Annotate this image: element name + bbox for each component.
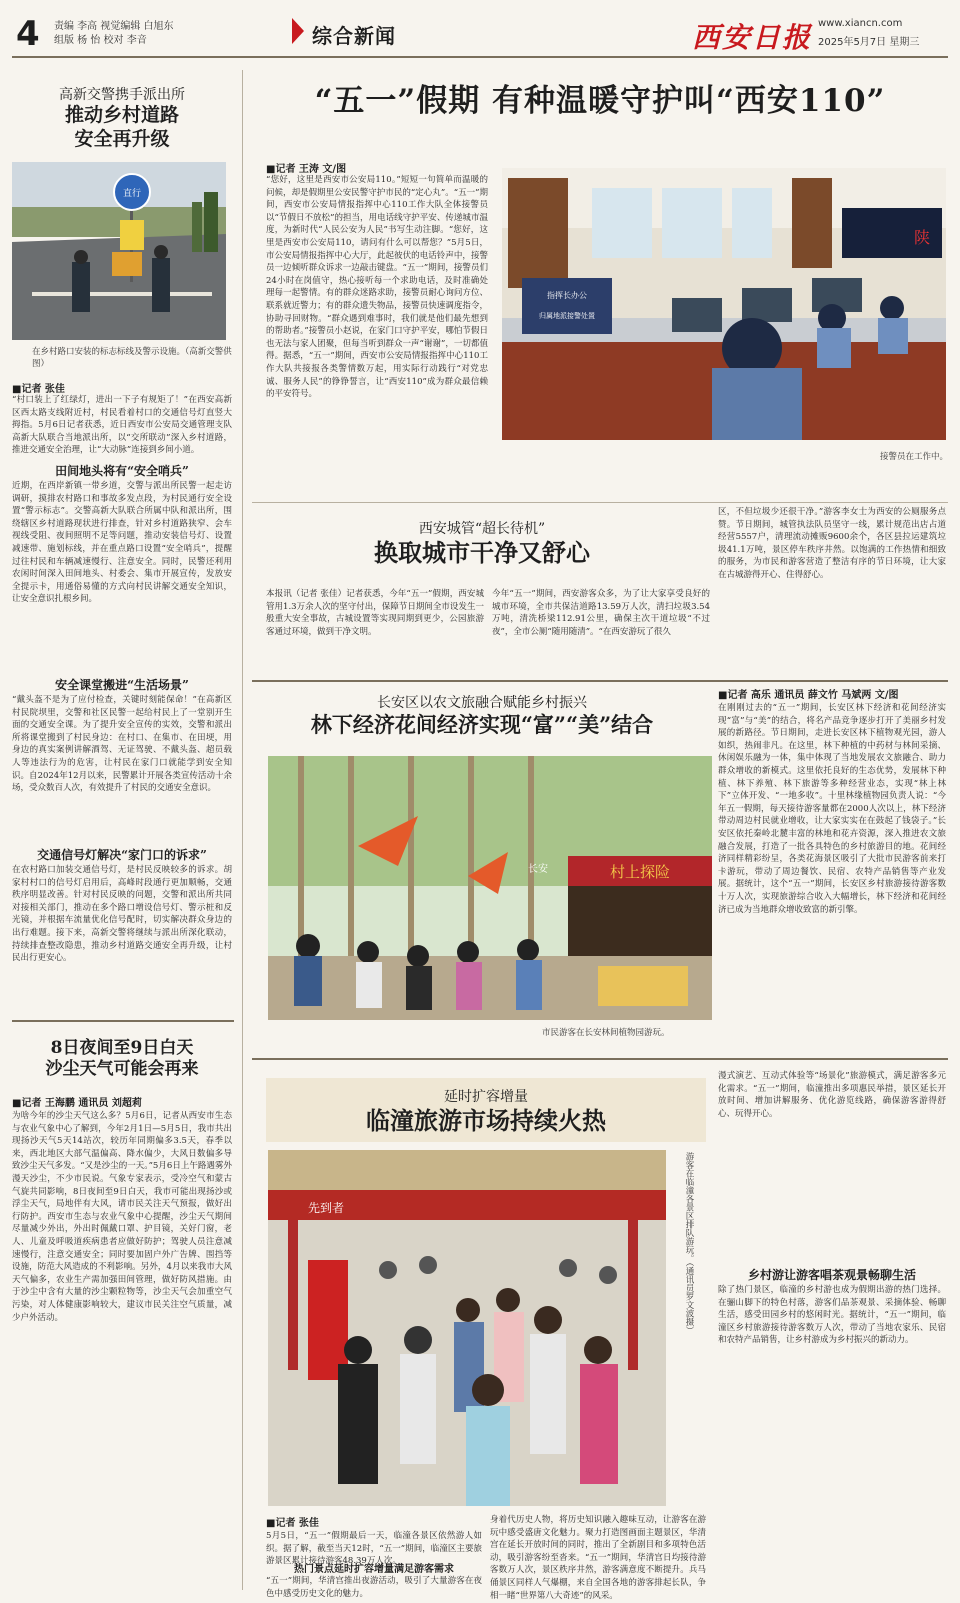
traffic-photo-image [12,162,226,340]
lintong-photo-caption: 游客在临潼各景区排队游玩。（通讯员罗文波摄） [684,1152,694,1335]
sanitation-body-2: 今年“五一”期间，西安游客众多，为了让大家享受良好的城市环境，全市共保洁道路13.59万人次，清扫垃圾3.54万吨，清洗桥梁112.91公里，确保主次干道垃圾“不过夜”，全市公厕“随用随清”。“在西安游玩了很久 [492,589,710,637]
byline-110: ■记者 王涛 文/图 [266,164,347,175]
lintong-body-3b: 除了热门景区，临潼的乡村游也成为假期出游的热门选择。在骊山脚下的特色村落，游客们品茶观景、采摘体验、畅聊生活，感受田园乡村的悠闲时光。据统计，“五一”期间，临潼区乡村旅游接待游客数万人次，带动了当地农家乐、民宿和农特产品销售，让乡村游成为乡村振兴的新动力。 [718,1285,946,1346]
forest-headline: 林下经济花间经济实现“富”“美”结合 [310,712,654,737]
editors-credit [54,20,174,48]
rule-under-110 [252,502,948,503]
traffic-para-1: 近期，在西岸新镇一带乡道，交警与派出所民警一起走访调研，摸排农村路口和事故多发点段，为村民通行安全设置“警示标志”。交警高新大队联合所属中队和派出所，围绕辖区乡村道路现状进行排查，针对乡村道路狭窄、会车视线受阻、夜间照明不足等问题，推动安装信号灯、设置减速带、施划标线，并在重点路口设置“安全哨兵”，提醒过往村民和车辆减速慢行、注意安全。同时，民警还利用农闲时间深入田间地头、村委会、集市开展宣传，发放安全提示卡，用通俗易懂的方式向村民讲解交通安全知识，让安全意识扎根乡间。 [12,481,232,605]
traffic-story [12,70,232,1015]
lintong-body-2: 身着代历史人物，将历史知识融入趣味互动，让游客在游玩中感受盛唐文化魅力。聚力打造图画面主题景区，华清宫在延长开放时间的同时，推出了全新剧目和多项特色活动，吸引游客纷至沓来。“五一”期间，华清宫日均接待游客数万人次，景区秩序井然，游客满意度不断提升。兵马俑景区同样人气爆棚，来自全国各地的游客排起长队，争相一睹“世界第八大奇迹”的风采。 [490,1515,706,1601]
forest-body: 在刚刚过去的“五一”期间，长安区林下经济和花间经济实现“富”与“美”的结合，将名产品竞争逐步打开了美丽乡村发展的新路径。节日期间，走进长安区林下植物观光园，游人如织，热闹非凡。在这里，林下种植的中药材与林间采摘、休闲娱乐融为一体，集中体现了当地发展农文旅融合、助力群众增收的新模式。这里依托良好的生态优势，发展林下种植、林下养殖、林下旅游等多种经营业态，实现“林上林下”立体开发、“一地多收”。十里林缘植物园负责人说：“今年五一假期，每天接待游客量都在2000人次以上，林下经济带动周边村民就业增收，让大家实实在在鼓起了钱袋子。”长安区依托秦岭北麓丰富的林地和花卉资源，深入推进农文旅融合发展，打造了一批各具特色的乡村旅游目的地。花间经济同样精彩纷呈，各类花海景区吸引了大批市民游客前来打卡游玩，带动了周边餐饮、民宿、农特产品销售等产业发展。据统计，这个“五一”期间，长安区乡村旅游接待游客数十万人次，实现旅游综合收入大幅增长，林下经济和花间经济已成为当地群众增收致富的新引擎。 [718,703,946,915]
sandstorm-headline-line-1: 8日夜间至9日白天 [50,1038,194,1058]
sandstorm-headline [12,1038,232,1081]
lintong-story [252,1062,948,1601]
lintong-subhead-1: 热门景点延时扩容增量满足游客需求 [294,1564,454,1575]
forest-byline: ■记者 高乐 通讯员 薛文竹 马斌两 文/图 [718,690,899,701]
photo-110 [502,168,946,440]
masthead-rule [12,56,948,58]
sanitation-body-3: 区，不但垃圾少还很干净。”游客李女士为西安的公厕服务点赞。节日期间，城管执法队员坚守一线，累计规范出店占道经营5557户，清理流动摊贩9600余个，各区县拉运建筑垃圾41.1万吨，景区停车秩序井然。以饱满的工作热情和细致的服务，为市民和游客营造了整洁有序的节日环境，让大家在古城游得开心、住得舒心。 [718,507,946,580]
editors-line-2: 组版 杨 怡 校对 李音 [54,35,147,46]
forest-kicker: 长安区以农文旅融合赋能乡村振兴 [377,695,587,711]
section-flag [292,18,304,44]
paper-url: www.xiancn.com [818,18,903,29]
traffic-para-3: 在农村路口加装交通信号灯，是村民反映较多的诉求。胡家村村口的信号灯启用后，高峰时段通行更加顺畅，交通秩序明显改善。针对村民反映的问题，交警和派出所共同对接相关部门，推动在多个路口增设信号灯、警示桩和反光镜，并根据车流量优化信号配时，切实解决群众身边的出行难题。接下来，高新交警将继续与派出所深化联动，持续排查整改隐患，推动乡村道路交通安全再升级，让村民出行更安心。 [12,865,232,964]
traffic-photo [12,162,226,340]
sandstorm-body: 为啥今年的沙尘天气这么多？5月6日，记者从西安市生态与农业气象中心了解到，今年2月1日—5月5日，我市共出现扬沙天气5天14站次，较历年同期偏多3.5天，春季以来，西北地区大部气温偏高、降水偏少，大风日数偏多导致沙尘天气多发。“又是沙尘的一天。”5月6日上午路遇雾外漫天沙尘，不少市民说。气象专家表示，受冷空气和蒙古气旋共同影响，8日夜间至9日白天，我市可能出现扬沙或浮尘天气，局地伴有大风，请市民关注天气预报，做好出行防护。西安市生态与农业气象中心提醒，沙尘天气期间尽量减少外出，外出时佩戴口罩、护目镜，关好门窗，老人、儿童及呼吸道疾病患者应做好防护；驾驶人员注意减速慢行，注意交通安全；同时要加固户外广告牌、围挡等设施，防范大风造成的不利影响。另外，4月以来我市大风天气偏多，农业生产需加强田间管理，做好防风措施。由于沙尘中含有大量的沙尘颗粒物等，沙尘天气会加重空气污染，对人体健康影响较大，建议市民关注空气质量，减少户外活动。 [12,1111,232,1323]
traffic-headline-line-2: 安全再升级 [74,127,170,150]
story-110 [252,62,948,500]
issue-date: 2025年5月7日 星期三 [818,37,920,48]
station-banner-text: 先到者 [308,1201,345,1215]
sanitation-story [252,506,948,676]
editors-line-1: 责编 李高 视觉编辑 白旭东 [54,21,174,32]
forest-photo-image [268,756,712,1020]
paper-logo: 西安日报 [692,21,813,54]
forest-banner-text: 长安 [528,864,548,875]
traffic-byline: ■记者 张佳 [12,384,65,395]
traffic-lead: “村口装上了红绿灯，进出一下子有规矩了！”在西安高新区西太路支线附近村，村民看着村口的交通信号灯直竖大拇指。5月6日记者获悉，近日西安市公安局交通管理支队高新大队联合当地派出所，以“交所联动”深入乡村道路，推进交通安全治理，让“大动脉”连接到乡间小道。 [12,395,232,456]
sanitation-kicker: 西安城管“超长待机” [418,521,546,537]
sandstorm-story [12,1024,232,1594]
lintong-body-3: 漫式演艺、互动式体验等“场景化”旅游模式，满足游客多元化需求。“五一”期间，临潼推出多项惠民举措，景区延长开放时间、增加讲解服务、优化游览线路，确保游客游得舒心、玩得开心。 [718,1071,946,1119]
traffic-subhead-2: 安全课堂搬进“生活场景” [55,678,189,692]
rule-under-sanitation [252,680,948,682]
lintong-kicker: 延时扩容增量 [444,1089,528,1105]
column-divider [242,70,243,1590]
traffic-kicker: 高新交警携手派出所 [59,87,185,103]
body-110: “您好，这里是西安市公安局110。”短短一句简单而温暖的问候，却是假期里公安民警守护市民的“定心丸”。“五一”期间，西安市公安局情报指挥中心110工作大队全体接警员以“节假日不放松”的担当，用电话线守护平安、传递城市温度，为新时代“人民公安为人民”书写生动注脚。“您好，这里是西安市公安局110，请问有什么可以帮您？”5月5日，市公安局情报指挥中心大厅，此起彼伏的电话铃声中，接警员一边倾听群众诉求一边敲击键盘。“五一”期间，接警员们24小时在岗值守，热心接听每一个求助电话，及时准确处理每一起警情。有的群众迷路求助，接警员耐心询问方位、联系就近警力；有的群众遗失物品，接警员快速调度指令，协助寻回财物。“群众遇到难事时，我们就是他们最先想到的帮助者。”接警员小赵说，在家门口守护平安，哪怕节假日也无法与家人团聚，但每当听到群众一声“谢谢”，一切都值得。据悉，“五一”期间，西安市公安局情报指挥中心110工作大队共接报各类警情数万起，用实际行动践行“对党忠诚、服务人民”的铮铮誓言，让“西安110”成为群众最信赖的平安符号。 [266,175,488,400]
lintong-photo-image [268,1150,666,1506]
traffic-subhead-3: 交通信号灯解决“家门口的诉求” [37,848,207,862]
traffic-photo-caption: 在乡村路口安装的标志标线及警示设施。（高新交警供图） [32,347,232,369]
traffic-headline-line-1: 推动乡村道路 [64,104,179,126]
headline-110: “五一”假期 有种温暖守护叫“西安110” [314,83,886,119]
forest-photo-caption: 市民游客在长安林间植物园游玩。 [542,1028,670,1038]
rule-under-forest [252,1058,948,1060]
left-column-rule [12,1020,234,1022]
lintong-body-1b: “五一”期间，华清宫推出夜游活动，吸引了大量游客在夜色中感受历史文化的魅力。 [266,1576,482,1599]
desk-sign-1: 指挥长办公 [547,291,587,300]
sanitation-headline: 换取城市干净又舒心 [374,538,590,567]
desk-sign-2: 归属地派接警处置 [539,312,595,320]
lintong-subhead-2: 乡村游让游客唱茶观景畅聊生活 [747,1268,916,1282]
traffic-para-2: “戴头盔不是为了应付检查，关键时刻能保命！”在高新区村民院坝里，交警和社区民警一起给村民上了一堂别开生面的交通安全课。为了提升安全宣传的实效，交警和派出所将课堂搬到了村民身边：在村口、在集市、在田埂，用身边的真实案例讲解酒驾、无证驾驶、不戴头盔、超员载人等违法行为的危害，让村民在家门口就能学到安全知识。自2024年12月以来，民警累计开展各类宣传活动十余场，受众数百人次，有效提升了村民的交通安全意识。 [12,695,232,794]
wall-logo-text: 陕 [913,228,931,247]
traffic-subhead-1: 田间地头将有“安全哨兵” [55,464,189,478]
lintong-body-1: 5月5日，“五一”假期最后一天，临潼各景区依然游人如织。据了解，截至当天12时，“五一”期间，临潼区主要旅游景区累计接待游客48.39万人次。 [266,1531,482,1567]
lintong-byline: ■记者 张佳 [266,1518,319,1529]
forest-photo [268,756,712,1020]
sanitation-body-1: 本报讯（记者 张佳）记者获悉，今年“五一”假期，西安城管用1.3万余人次的坚守付出，保障节日期间全市设发生一般重大安全事故，古城设置等实现同期到更少，公园旅游客通过环境，做到干净文明。 [266,589,484,637]
sandstorm-headline-line-2: 沙尘天气可能会再来 [45,1059,199,1080]
caption-110: 接警员在工作中。 [880,452,949,462]
road-sign-text: 直行 [122,189,142,199]
section-title: 综合新闻 [312,24,396,48]
page-number: 4 [16,14,40,54]
masthead [0,0,960,58]
traffic-headline [12,104,232,152]
photo-110-image [502,168,946,440]
lintong-photo [268,1150,666,1506]
market-banner-text: 村上探险 [609,863,671,881]
forest-story [252,684,948,1054]
lintong-headline: 临潼旅游市场持续火热 [366,1106,606,1135]
sandstorm-byline: ■记者 王海鹏 通讯员 刘超莉 [12,1098,142,1109]
